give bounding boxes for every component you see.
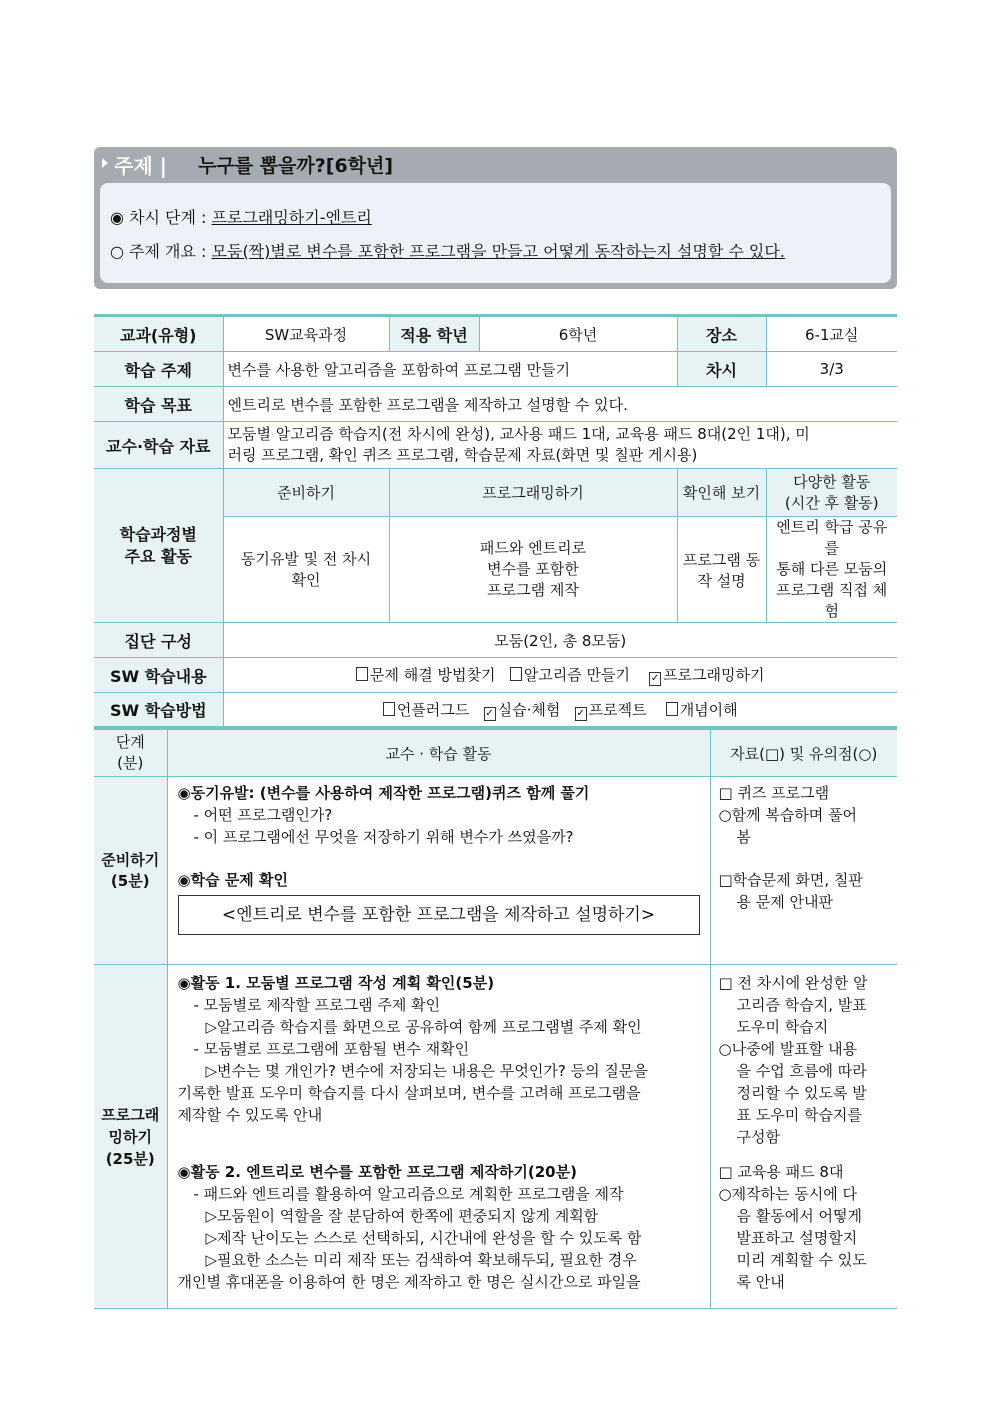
prog-line: - 모둠별로 프로그램에 포함될 변수 재확인	[193, 1040, 470, 1058]
topic-label: 주제 |	[114, 154, 167, 178]
table-row	[94, 777, 897, 965]
place-value: 6-1교실	[766, 316, 897, 352]
sw-method-options	[223, 693, 897, 728]
process-prog-line: 패드와 엔트리로	[479, 539, 587, 557]
sw-content-option: 문제 해결 방법찾기	[370, 666, 496, 684]
topic-box	[94, 147, 897, 289]
theme-value: 변수를 사용한 알고리즘을 포함하여 프로그램 만들기	[223, 352, 677, 387]
checkbox-icon: ✓	[650, 673, 660, 684]
sw-method-option: 언플러그드	[396, 700, 470, 719]
lesson-info-table	[94, 314, 897, 729]
note-line: 음 활동에서 어떻게	[736, 1207, 862, 1225]
note-line: 을 수업 흐름에 따라	[736, 1062, 867, 1080]
sw-method-option: 프로젝트	[588, 700, 647, 719]
process-label-line: 주요 활동	[124, 546, 192, 566]
table-row	[94, 352, 897, 387]
prog-stage	[94, 965, 167, 1309]
table-row	[94, 965, 897, 1309]
process-prep	[223, 517, 389, 623]
prog-stage-line: (25분)	[105, 1149, 155, 1168]
goal-value: 엔트리로 변수를 포함한 프로그램을 제작하고 설명할 수 있다.	[223, 387, 897, 422]
prog-line: ◉활동 2. 엔트리로 변수를 포함한 프로그램 제작하기(20분)	[177, 1163, 577, 1181]
triangle-bullet-icon	[102, 158, 108, 168]
sw-content-option: 프로그래밍하기	[663, 666, 765, 684]
process-head-prog: 프로그래밍하기	[389, 469, 677, 517]
checkbox-icon: ✓	[485, 707, 494, 719]
process-head-prep: 준비하기	[223, 469, 389, 517]
note-line: □ 교육용 패드 8대	[718, 1163, 844, 1181]
prog-line: ▷필요한 소스는 미리 제작 또는 검색하여 확보해두되, 필요한 경우	[205, 1251, 637, 1269]
process-head-etc	[766, 469, 897, 517]
learning-problem-box: <엔트리로 변수를 포함한 프로그램을 제작하고 설명하기>	[178, 895, 700, 935]
sw-content-label: SW 학습내용	[94, 658, 223, 693]
prep-stage-line: 준비하기	[101, 850, 160, 869]
process-prog-line: 변수를 포함한	[487, 560, 579, 578]
head-stage	[94, 729, 167, 777]
process-etc-line: 엔트리 학급 공유를	[776, 518, 888, 557]
prog-stage-line: 프로그래	[101, 1105, 160, 1124]
prep-stage	[94, 777, 167, 965]
prog-line: ▷알고리즘 학습지를 화면으로 공유하여 함께 프로그램별 주제 확인	[205, 1018, 642, 1036]
material-label: 교수·학습 자료	[94, 422, 223, 469]
grade-value: 6학년	[479, 316, 677, 352]
grade-label: 적용 학년	[389, 316, 479, 352]
process-prog-line: 프로그램 제작	[487, 581, 579, 599]
prog-line: ▷모둠원이 역할을 잘 분담하여 한쪽에 편중되지 않게 계획함	[205, 1207, 599, 1225]
table-row	[94, 387, 897, 422]
process-etc-line: 통해 다른 모둠의	[776, 560, 888, 578]
note-line: □ 퀴즈 프로그램	[718, 784, 830, 802]
process-head-etc-line: 다양한 활동	[793, 472, 871, 491]
stage-prefix: ◉ 차시 단계 :	[110, 208, 207, 227]
prog-line: 제작할 수 있도록 안내	[177, 1106, 323, 1124]
process-etc	[766, 517, 897, 623]
head-stage-line: (분)	[117, 754, 144, 772]
prep-line: - 이 프로그램에선 무엇을 저장하기 위해 변수가 쓰였을까?	[193, 828, 574, 846]
topic-title: 누구를 뽑을까?[6학년]	[198, 155, 394, 177]
material-value	[223, 422, 897, 469]
prog-line: ▷제작 난이도는 스스로 선택하되, 시간내에 완성을 할 수 있도록 함	[205, 1229, 642, 1247]
table-row	[94, 316, 897, 352]
sw-content-options	[223, 658, 897, 693]
checkbox-icon	[356, 667, 368, 681]
table-row	[94, 469, 897, 517]
process-etc-line: 프로그램 직접 체험	[776, 581, 888, 620]
prep-line: ◉학습 문제 확인	[177, 871, 288, 889]
theme-label: 학습 주제	[94, 352, 223, 387]
head-note: 자료(□) 및 유의점(○)	[710, 729, 897, 777]
process-prog	[389, 517, 677, 623]
process-head-check-text: 확인해 보기	[682, 483, 761, 502]
stage-line	[110, 205, 372, 228]
note-line: 정리할 수 있도록 발	[736, 1084, 867, 1102]
topic-header	[94, 147, 897, 181]
prep-activity	[167, 777, 710, 965]
process-prep-line: 확인	[291, 570, 321, 589]
overview-line	[110, 239, 785, 262]
checkbox-icon	[510, 667, 522, 681]
table-row	[94, 729, 897, 777]
group-value: 모둠(2인, 총 8모둠)	[223, 623, 897, 658]
prep-line: - 어떤 프로그램인가?	[193, 806, 333, 824]
note-line: ○나중에 발표할 내용	[718, 1040, 858, 1058]
material-line: 러링 프로그램, 확인 퀴즈 프로그램, 학습문제 자료(화면 및 칠판 게시용)	[227, 446, 698, 464]
process-check: 프로그램 동작 설명	[677, 517, 766, 623]
table-row	[94, 658, 897, 693]
head-main: 교수 · 학습 활동	[167, 729, 710, 777]
process-prep-line: 동기유발 및 전 차시	[240, 549, 372, 568]
goal-label: 학습 목표	[94, 387, 223, 422]
subject-value: SW교육과정	[223, 316, 389, 352]
checkbox-icon: ✓	[576, 707, 585, 719]
head-stage-line: 단계	[115, 733, 145, 751]
prog-line: ◉활동 1. 모둠별 프로그램 작성 계획 확인(5분)	[177, 974, 495, 992]
table-row	[94, 422, 897, 469]
process-label-line: 학습과정별	[119, 524, 197, 544]
note-line: 발표하고 설명할지	[736, 1229, 858, 1247]
note-line: 표 도우미 학습지를	[736, 1106, 862, 1124]
topic-summary	[100, 183, 891, 283]
note-line: 용 문제 안내판	[736, 893, 833, 911]
overview-value: 모둠(짝)별로 변수를 포함한 프로그램을 만들고 어떻게 동작하는지 설명할 수 있다.	[211, 242, 785, 261]
prog-notes	[710, 965, 897, 1309]
sw-method-option: 개념이해	[679, 700, 738, 719]
subject-label: 교과(유형)	[94, 316, 223, 352]
table-row	[94, 693, 897, 728]
note-line: ○제작하는 동시에 다	[718, 1185, 858, 1203]
sw-method-label: SW 학습방법	[94, 693, 223, 728]
checkbox-icon	[383, 702, 395, 716]
period-label: 차시	[677, 352, 766, 387]
prog-line: 기록한 발표 도우미 학습지를 다시 살펴보며, 변수를 고려해 프로그램을	[177, 1084, 641, 1102]
prep-notes	[710, 777, 897, 965]
note-line: ○함께 복습하며 풀어	[718, 806, 858, 824]
prog-activity	[167, 965, 710, 1309]
process-head-check	[677, 469, 766, 517]
note-line: 봄	[736, 828, 751, 846]
prep-line: ◉동기유발: (변수를 사용하여 제작한 프로그램)퀴즈 함께 풀기	[177, 784, 590, 802]
prog-line: - 패드와 엔트리를 활용하여 알고리즘으로 계획한 프로그램을 제작	[193, 1185, 624, 1203]
table-row	[94, 623, 897, 658]
checkbox-icon	[666, 702, 678, 716]
prog-stage-line: 밍하기	[108, 1127, 152, 1146]
place-label: 장소	[677, 316, 766, 352]
note-line: 구성함	[736, 1128, 780, 1146]
overview-prefix: ○ 주제 개요 :	[110, 242, 207, 261]
prep-stage-line: (5분)	[110, 871, 150, 890]
process-head-etc-line: (시간 후 활동)	[784, 493, 879, 512]
note-line: 미리 계획할 수 있도	[736, 1251, 867, 1269]
material-line: 모둠별 알고리즘 학습지(전 차시에 완성), 교사용 패드 1대, 교육용 패드 8대(2인 1대), 미	[227, 425, 810, 443]
note-line: □ 전 차시에 완성한 알	[718, 974, 868, 992]
sw-method-option: 실습·체험	[497, 700, 561, 719]
note-line: □학습문제 화면, 칠판	[718, 871, 863, 889]
activity-table	[94, 727, 897, 1309]
prog-line: 개인별 휴대폰을 이용하여 한 명은 제작하고 한 명은 실시간으로 파일을	[177, 1273, 641, 1291]
sw-content-option: 알고리즘 만들기	[523, 666, 630, 684]
prog-line: - 모둠별로 제작할 프로그램 주제 확인	[193, 996, 441, 1014]
period-value: 3/3	[766, 352, 897, 387]
note-line: 도우미 학습지	[736, 1018, 829, 1036]
process-label	[94, 469, 223, 623]
note-line: 록 안내	[736, 1273, 785, 1291]
stage-value: 프로그래밍하기-엔트리	[211, 208, 372, 227]
group-label: 집단 구성	[94, 623, 223, 658]
prog-line: ▷변수는 몇 개인가? 변수에 저장되는 내용은 무엇인가? 등의 질문을	[205, 1062, 648, 1080]
note-line: 고리즘 학습지, 발표	[736, 996, 867, 1014]
